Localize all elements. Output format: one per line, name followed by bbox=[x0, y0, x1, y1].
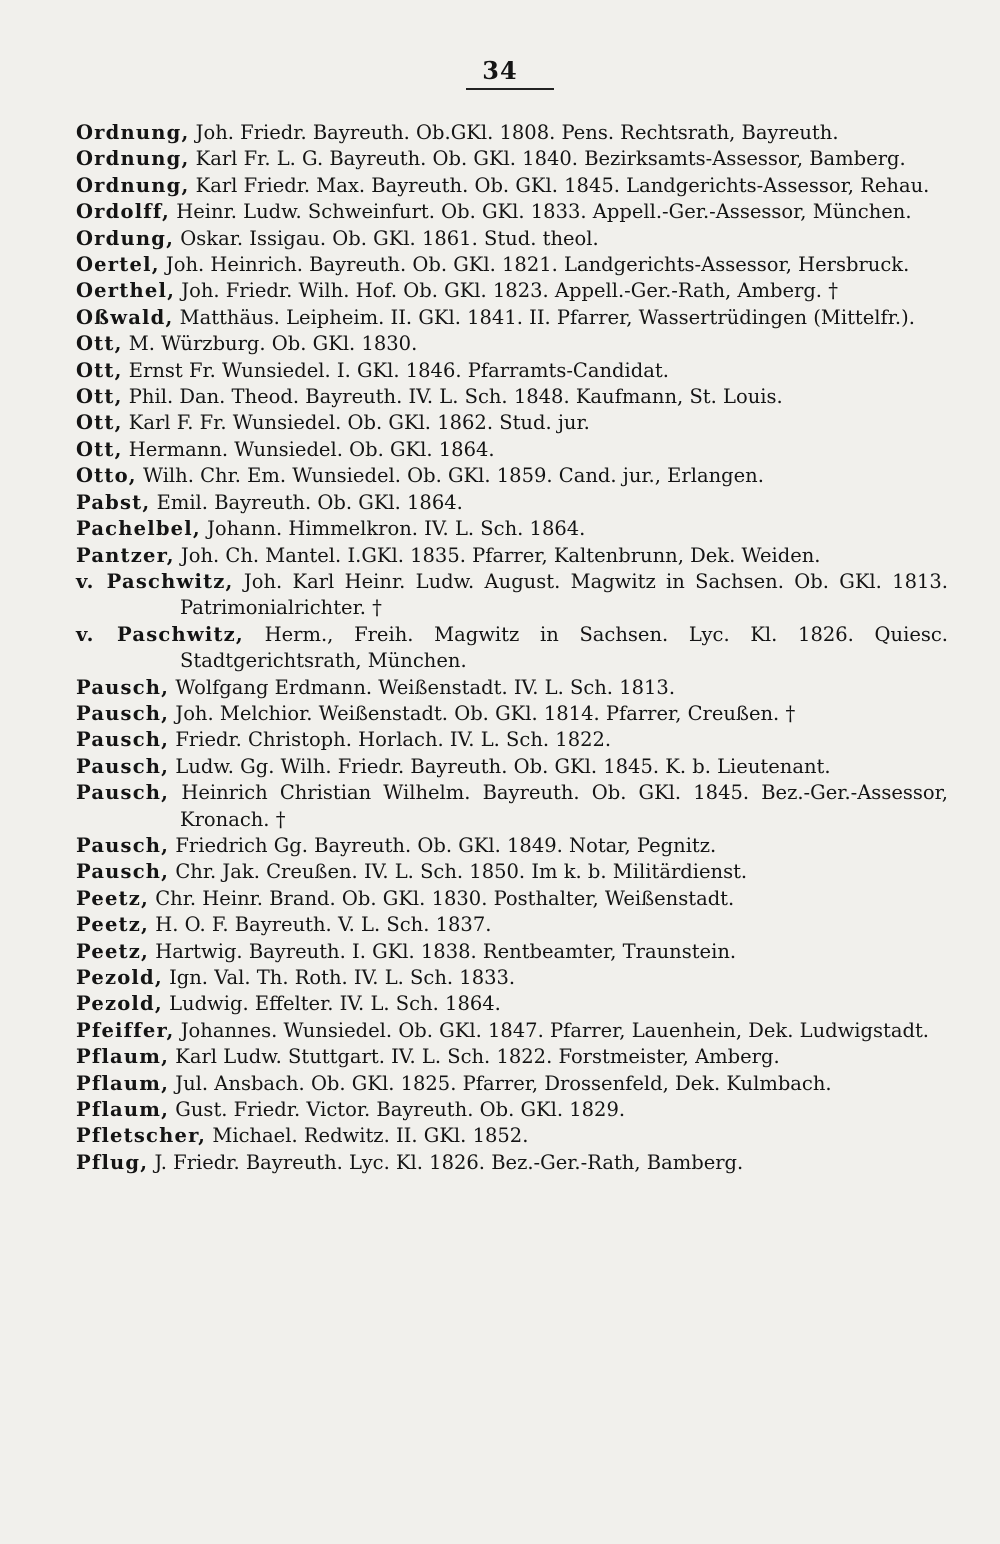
entry-details: H. O. F. Bayreuth. V. L. Sch. 1837. bbox=[155, 913, 492, 937]
entry-surname: Pausch, bbox=[76, 860, 170, 884]
entry-surname: Peetz, bbox=[76, 886, 150, 910]
entry-details: Michael. Redwitz. II. GKl. 1852. bbox=[212, 1124, 529, 1148]
page-number: 34 bbox=[482, 56, 518, 85]
page-number-rule bbox=[466, 88, 554, 90]
entry-details: Karl Ludw. Stuttgart. IV. L. Sch. 1822. Forstmeister, Amberg. bbox=[175, 1045, 780, 1069]
entry-details: Karl F. Fr. Wunsiedel. Ob. GKl. 1862. Stud. jur. bbox=[128, 411, 590, 435]
entry-surname: Pfeiffer, bbox=[76, 1018, 175, 1042]
entry-details: Chr. Jak. Creußen. IV. L. Sch. 1850. Im k. b. Militärdienst. bbox=[175, 860, 748, 884]
entry-surname: Ordnung, bbox=[76, 173, 190, 197]
entry-surname: Pantzer, bbox=[76, 543, 175, 567]
register-entry bbox=[76, 939, 948, 965]
entry-details: Karl Fr. L. G. Bayreuth. Ob. GKl. 1840. Bezirksamts-Assessor, Bamberg. bbox=[195, 147, 906, 171]
entry-details: Johannes. Wunsiedel. Ob. GKl. 1847. Pfarrer, Lauenhein, Dek. Ludwigstadt. bbox=[180, 1018, 930, 1042]
register-entry bbox=[76, 1123, 948, 1149]
register-entry bbox=[76, 1097, 948, 1123]
entry-surname: v. Paschwitz, bbox=[76, 622, 244, 646]
register-entry bbox=[76, 278, 948, 304]
register-entry bbox=[76, 780, 948, 833]
register-entry bbox=[76, 463, 948, 489]
entry-surname: Peetz, bbox=[76, 913, 150, 937]
register-entry bbox=[76, 912, 948, 938]
register-entry bbox=[76, 173, 948, 199]
entry-details: Herm., Freih. Magwitz in Sachsen. Lyc. Kl. 1826. Quiesc. Stadtgerichtsrath, München. bbox=[180, 622, 948, 673]
entry-surname: Pfletscher, bbox=[76, 1124, 207, 1148]
entry-details: Joh. Heinrich. Bayreuth. Ob. GKl. 1821. Landgerichts-Assessor, Hersbruck. bbox=[165, 253, 910, 277]
register-entry bbox=[76, 252, 948, 278]
entry-details: Heinr. Ludw. Schweinfurt. Ob. GKl. 1833. Appell.-Ger.-Assessor, München. bbox=[176, 200, 912, 224]
entry-details: Phil. Dan. Theod. Bayreuth. IV. L. Sch. 1848. Kaufmann, St. Louis. bbox=[128, 385, 783, 409]
entry-details: Joh. Ch. Mantel. I.GKl. 1835. Pfarrer, Kaltenbrunn, Dek. Weiden. bbox=[180, 543, 821, 567]
entry-surname: Pausch, bbox=[76, 754, 170, 778]
entry-details: Joh. Melchior. Weißenstadt. Ob. GKl. 1814. Pfarrer, Creußen. † bbox=[175, 701, 796, 725]
entry-surname: Pflaum, bbox=[76, 1098, 170, 1122]
entry-details: Ernst Fr. Wunsiedel. I. GKl. 1846. Pfarramts-Candidat. bbox=[128, 358, 669, 382]
register-entry bbox=[76, 410, 948, 436]
register-entry bbox=[76, 965, 948, 991]
entry-details: Emil. Bayreuth. Ob. GKl. 1864. bbox=[156, 490, 463, 514]
entry-surname: Otto, bbox=[76, 464, 137, 488]
entry-details: Karl Friedr. Max. Bayreuth. Ob. GKl. 1845. Landgerichts-Assessor, Rehau. bbox=[195, 173, 930, 197]
entry-details: J. Friedr. Bayreuth. Lyc. Kl. 1826. Bez.-Ger.-Rath, Bamberg. bbox=[154, 1150, 744, 1174]
register-entry bbox=[76, 226, 948, 252]
entry-surname: Ordnung, bbox=[76, 121, 190, 144]
entry-details: Friedr. Christoph. Horlach. IV. L. Sch. 1822. bbox=[175, 728, 612, 752]
entry-surname: Pausch, bbox=[76, 781, 170, 805]
entry-details: Wilh. Chr. Em. Wunsiedel. Ob. GKl. 1859. Cand. jur., Erlangen. bbox=[143, 464, 764, 488]
register-entry bbox=[76, 516, 948, 542]
entry-details: Heinrich Christian Wilhelm. Bayreuth. Ob. GKl. 1845. Bez.-Ger.-Assessor, Kronach. † bbox=[180, 781, 948, 831]
entry-surname: Oßwald, bbox=[76, 305, 174, 329]
register-entry bbox=[76, 120, 948, 146]
register-entry bbox=[76, 305, 948, 331]
entry-details: Gust. Friedr. Victor. Bayreuth. Ob. GKl. 1829. bbox=[175, 1098, 626, 1122]
entry-surname: Ott, bbox=[76, 385, 123, 409]
register-entry bbox=[76, 1018, 948, 1044]
register-entry bbox=[76, 701, 948, 727]
entry-details: Ign. Val. Th. Roth. IV. L. Sch. 1833. bbox=[169, 966, 516, 989]
entry-surname: Ott, bbox=[76, 437, 123, 461]
register-entry bbox=[76, 437, 948, 463]
entry-surname: Ordnung, bbox=[76, 147, 190, 171]
entry-surname: Pezold, bbox=[76, 992, 163, 1016]
entry-details: Wolfgang Erdmann. Weißenstadt. IV. L. Sch. 1813. bbox=[175, 675, 676, 699]
entry-details: Hermann. Wunsiedel. Ob. GKl. 1864. bbox=[128, 437, 495, 461]
register-entry bbox=[76, 1150, 948, 1176]
register-entry bbox=[76, 991, 948, 1017]
entry-surname: Pausch, bbox=[76, 675, 170, 699]
entry-surname: Ordolff, bbox=[76, 200, 171, 224]
register-entry bbox=[76, 384, 948, 410]
register-entry bbox=[76, 569, 948, 622]
register-entry bbox=[76, 859, 948, 885]
entry-surname: Pausch, bbox=[76, 728, 170, 752]
entry-details: Johann. Himmelkron. IV. L. Sch. 1864. bbox=[207, 517, 586, 541]
entry-surname: Pflug, bbox=[76, 1150, 149, 1174]
entry-details: Joh. Friedr. Wilh. Hof. Ob. GKl. 1823. Appell.-Ger.-Rath, Amberg. † bbox=[181, 279, 838, 303]
entry-details: Jul. Ansbach. Ob. GKl. 1825. Pfarrer, Drossenfeld, Dek. Kulmbach. bbox=[175, 1071, 832, 1095]
register-entry bbox=[76, 199, 948, 225]
register-entry bbox=[76, 886, 948, 912]
register-entries bbox=[76, 120, 948, 1176]
entry-surname: v. Paschwitz, bbox=[76, 569, 234, 593]
register-entry bbox=[76, 358, 948, 384]
entry-surname: Pflaum, bbox=[76, 1045, 170, 1069]
entry-details: Oskar. Issigau. Ob. GKl. 1861. Stud. theol. bbox=[180, 226, 599, 250]
entry-surname: Pausch, bbox=[76, 833, 170, 857]
register-entry bbox=[76, 727, 948, 753]
register-entry bbox=[76, 331, 948, 357]
register-entry bbox=[76, 833, 948, 859]
entry-surname: Pezold, bbox=[76, 966, 163, 989]
entry-details: Matthäus. Leipheim. II. GKl. 1841. II. Pfarrer, Wassertrüdingen (Mittelfr.). bbox=[179, 305, 915, 329]
register-entry bbox=[76, 1071, 948, 1097]
entry-details: Chr. Heinr. Brand. Ob. GKl. 1830. Posthalter, Weißenstadt. bbox=[155, 886, 735, 910]
entry-surname: Pachelbel, bbox=[76, 517, 201, 541]
register-entry bbox=[76, 490, 948, 516]
entry-details: Ludwig. Effelter. IV. L. Sch. 1864. bbox=[169, 992, 501, 1016]
entry-surname: Oerthel, bbox=[76, 279, 176, 303]
entry-surname: Pflaum, bbox=[76, 1071, 170, 1095]
entry-surname: Pabst, bbox=[76, 490, 151, 514]
entry-surname: Ott, bbox=[76, 332, 123, 356]
register-entry bbox=[76, 622, 948, 675]
entry-details: Joh. Friedr. Bayreuth. Ob.GKl. 1808. Pens. Rechtsrath, Bayreuth. bbox=[195, 121, 839, 144]
entry-details: Hartwig. Bayreuth. I. GKl. 1838. Rentbeamter, Traunstein. bbox=[155, 939, 737, 963]
entry-details: M. Würzburg. Ob. GKl. 1830. bbox=[128, 332, 418, 356]
entry-surname: Ott, bbox=[76, 358, 123, 382]
entry-surname: Ordung, bbox=[76, 226, 175, 250]
register-entry bbox=[76, 675, 948, 701]
entry-surname: Peetz, bbox=[76, 939, 150, 963]
register-entry bbox=[76, 146, 948, 172]
entry-surname: Pausch, bbox=[76, 701, 170, 725]
register-entry bbox=[76, 754, 948, 780]
entry-details: Friedrich Gg. Bayreuth. Ob. GKl. 1849. Notar, Pegnitz. bbox=[175, 833, 717, 857]
entry-details: Joh. Karl Heinr. Ludw. August. Magwitz in Sachsen. Ob. GKl. 1813. Patrimonialrichter. † bbox=[180, 569, 949, 620]
register-entry bbox=[76, 1044, 948, 1070]
entry-surname: Oertel, bbox=[76, 253, 160, 277]
entry-surname: Ott, bbox=[76, 411, 123, 435]
register-entry bbox=[76, 543, 948, 569]
entry-details: Ludw. Gg. Wilh. Friedr. Bayreuth. Ob. GKl. 1845. K. b. Lieutenant. bbox=[175, 754, 831, 778]
